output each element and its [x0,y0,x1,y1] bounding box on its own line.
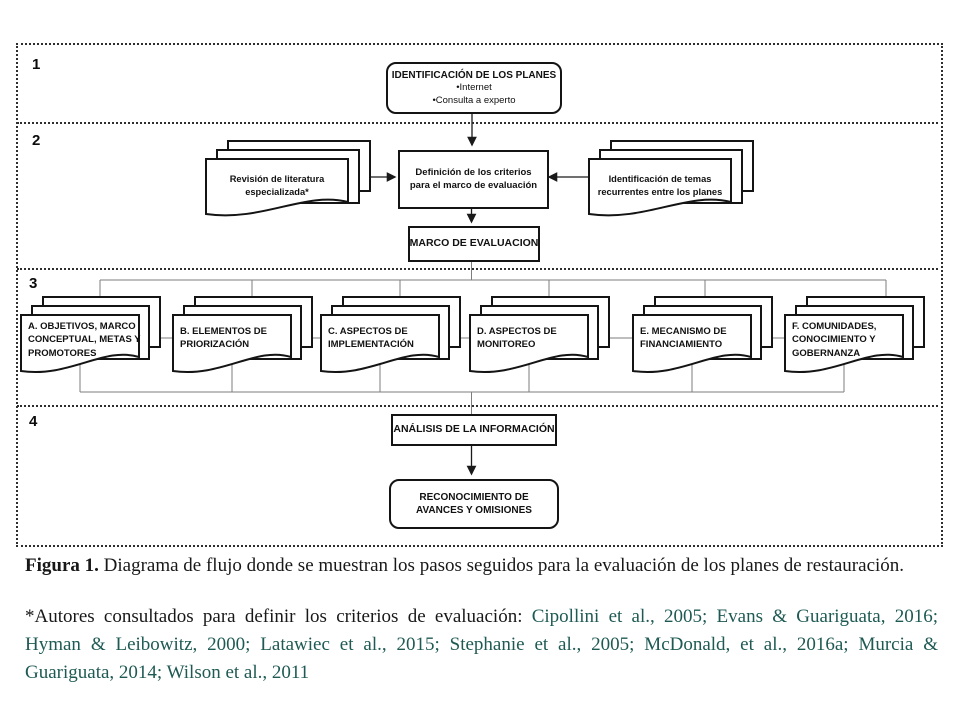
footnote-line [25,631,938,659]
doc-label-line: C. ASPECTOS DE [328,326,408,337]
section-divider-1 [17,122,938,124]
footnote-citations: Hyman & Leibowitz, 2000; Latawiec et al., 2015; Stephanie et al., 2005; McDonald, et al., 2016a; Murcia & [25,634,938,655]
doc-label-line: PRIORIZACIÓN [180,339,250,351]
node-text-line: Definición de los criterios [415,167,532,179]
doc-label-line: Identificación de temas [608,173,712,184]
figure-caption [25,555,945,577]
node-text: MARCO DE EVALUACION [409,237,539,250]
doc-label-line: especializada* [245,187,309,197]
node-text-line: para el marco de evaluación [409,179,538,191]
section-divider-2 [17,268,938,270]
doc-stack-revision-literatura [205,140,371,222]
step-number-1: 1 [32,56,41,73]
doc-label-line: A. OBJETIVOS, MARCO [28,321,136,332]
node-analisis-informacion [391,414,557,446]
footnote-line [25,659,938,687]
bullet-internet: •Internet [456,82,492,94]
footnote-citations: Cipollini et al., 2005; Evans & Guariguata, 2016; [531,606,938,627]
node-marco-evaluacion [408,226,540,262]
figure-caption-text: Diagrama de flujo donde se muestran los pasos seguidos para la evaluación de los planes de restauración. [98,555,905,576]
footnote-citations: Guariguata, 2014; Wilson et al., 2011 [25,662,310,683]
doc-stack-f-gobernanza [784,296,926,380]
doc-stack-e-financiamiento [632,296,774,380]
doc-stack-a-objetivos [20,296,162,380]
doc-stack-temas-recurrentes [588,140,754,222]
doc-label-line: Revisión de literatura [229,173,325,184]
doc-label-line: CONOCIMIENTO Y [792,334,876,346]
doc-stack-b-priorizacion [172,296,314,380]
node-text-line: AVANCES Y OMISIONES [416,505,532,516]
node-title: IDENTIFICACIÓN DE LOS PLANES [391,70,557,82]
node-text-line: RECONOCIMIENTO DE [419,492,529,503]
doc-label-line: E. MECANISMO DE [640,326,727,337]
doc-label-line: IMPLEMENTACIÓN [328,339,414,351]
figure-caption-label: Figura 1. [25,555,99,576]
doc-label-line: PROMOTORES [28,347,97,359]
step-number-2: 2 [32,132,41,149]
doc-stack-d-monitoreo [469,296,611,380]
doc-label-line: MONITOREO [477,339,536,351]
step-number-3: 3 [29,275,38,292]
doc-label-line: GOBERNANZA [792,347,861,359]
node-definicion-criterios [398,150,549,209]
step-number-4: 4 [29,413,38,430]
diagram-frame [16,43,943,547]
doc-label-line: recurrentes entre los planes [597,187,723,197]
doc-label-line: F. COMUNIDADES, [792,321,877,332]
section-divider-3 [17,405,938,407]
node-reconocimiento [389,479,559,529]
node-identificacion-planes [386,62,562,114]
doc-stack-c-implementacion [320,296,462,380]
doc-label-line: B. ELEMENTOS DE [180,326,267,337]
bullet-consulta-experto: •Consulta a experto [432,94,516,106]
node-text: ANÁLISIS DE LA INFORMACIÓN [393,423,555,436]
footnote-line [25,603,938,631]
doc-label-line: FINANCIAMIENTO [640,339,723,351]
doc-label-line: CONCEPTUAL, METAS Y [28,334,141,346]
figure-footnote [25,603,938,687]
footnote-intro: *Autores consultados para definir los criterios de evaluación: [25,606,532,627]
doc-label-line: D. ASPECTOS DE [477,326,557,337]
